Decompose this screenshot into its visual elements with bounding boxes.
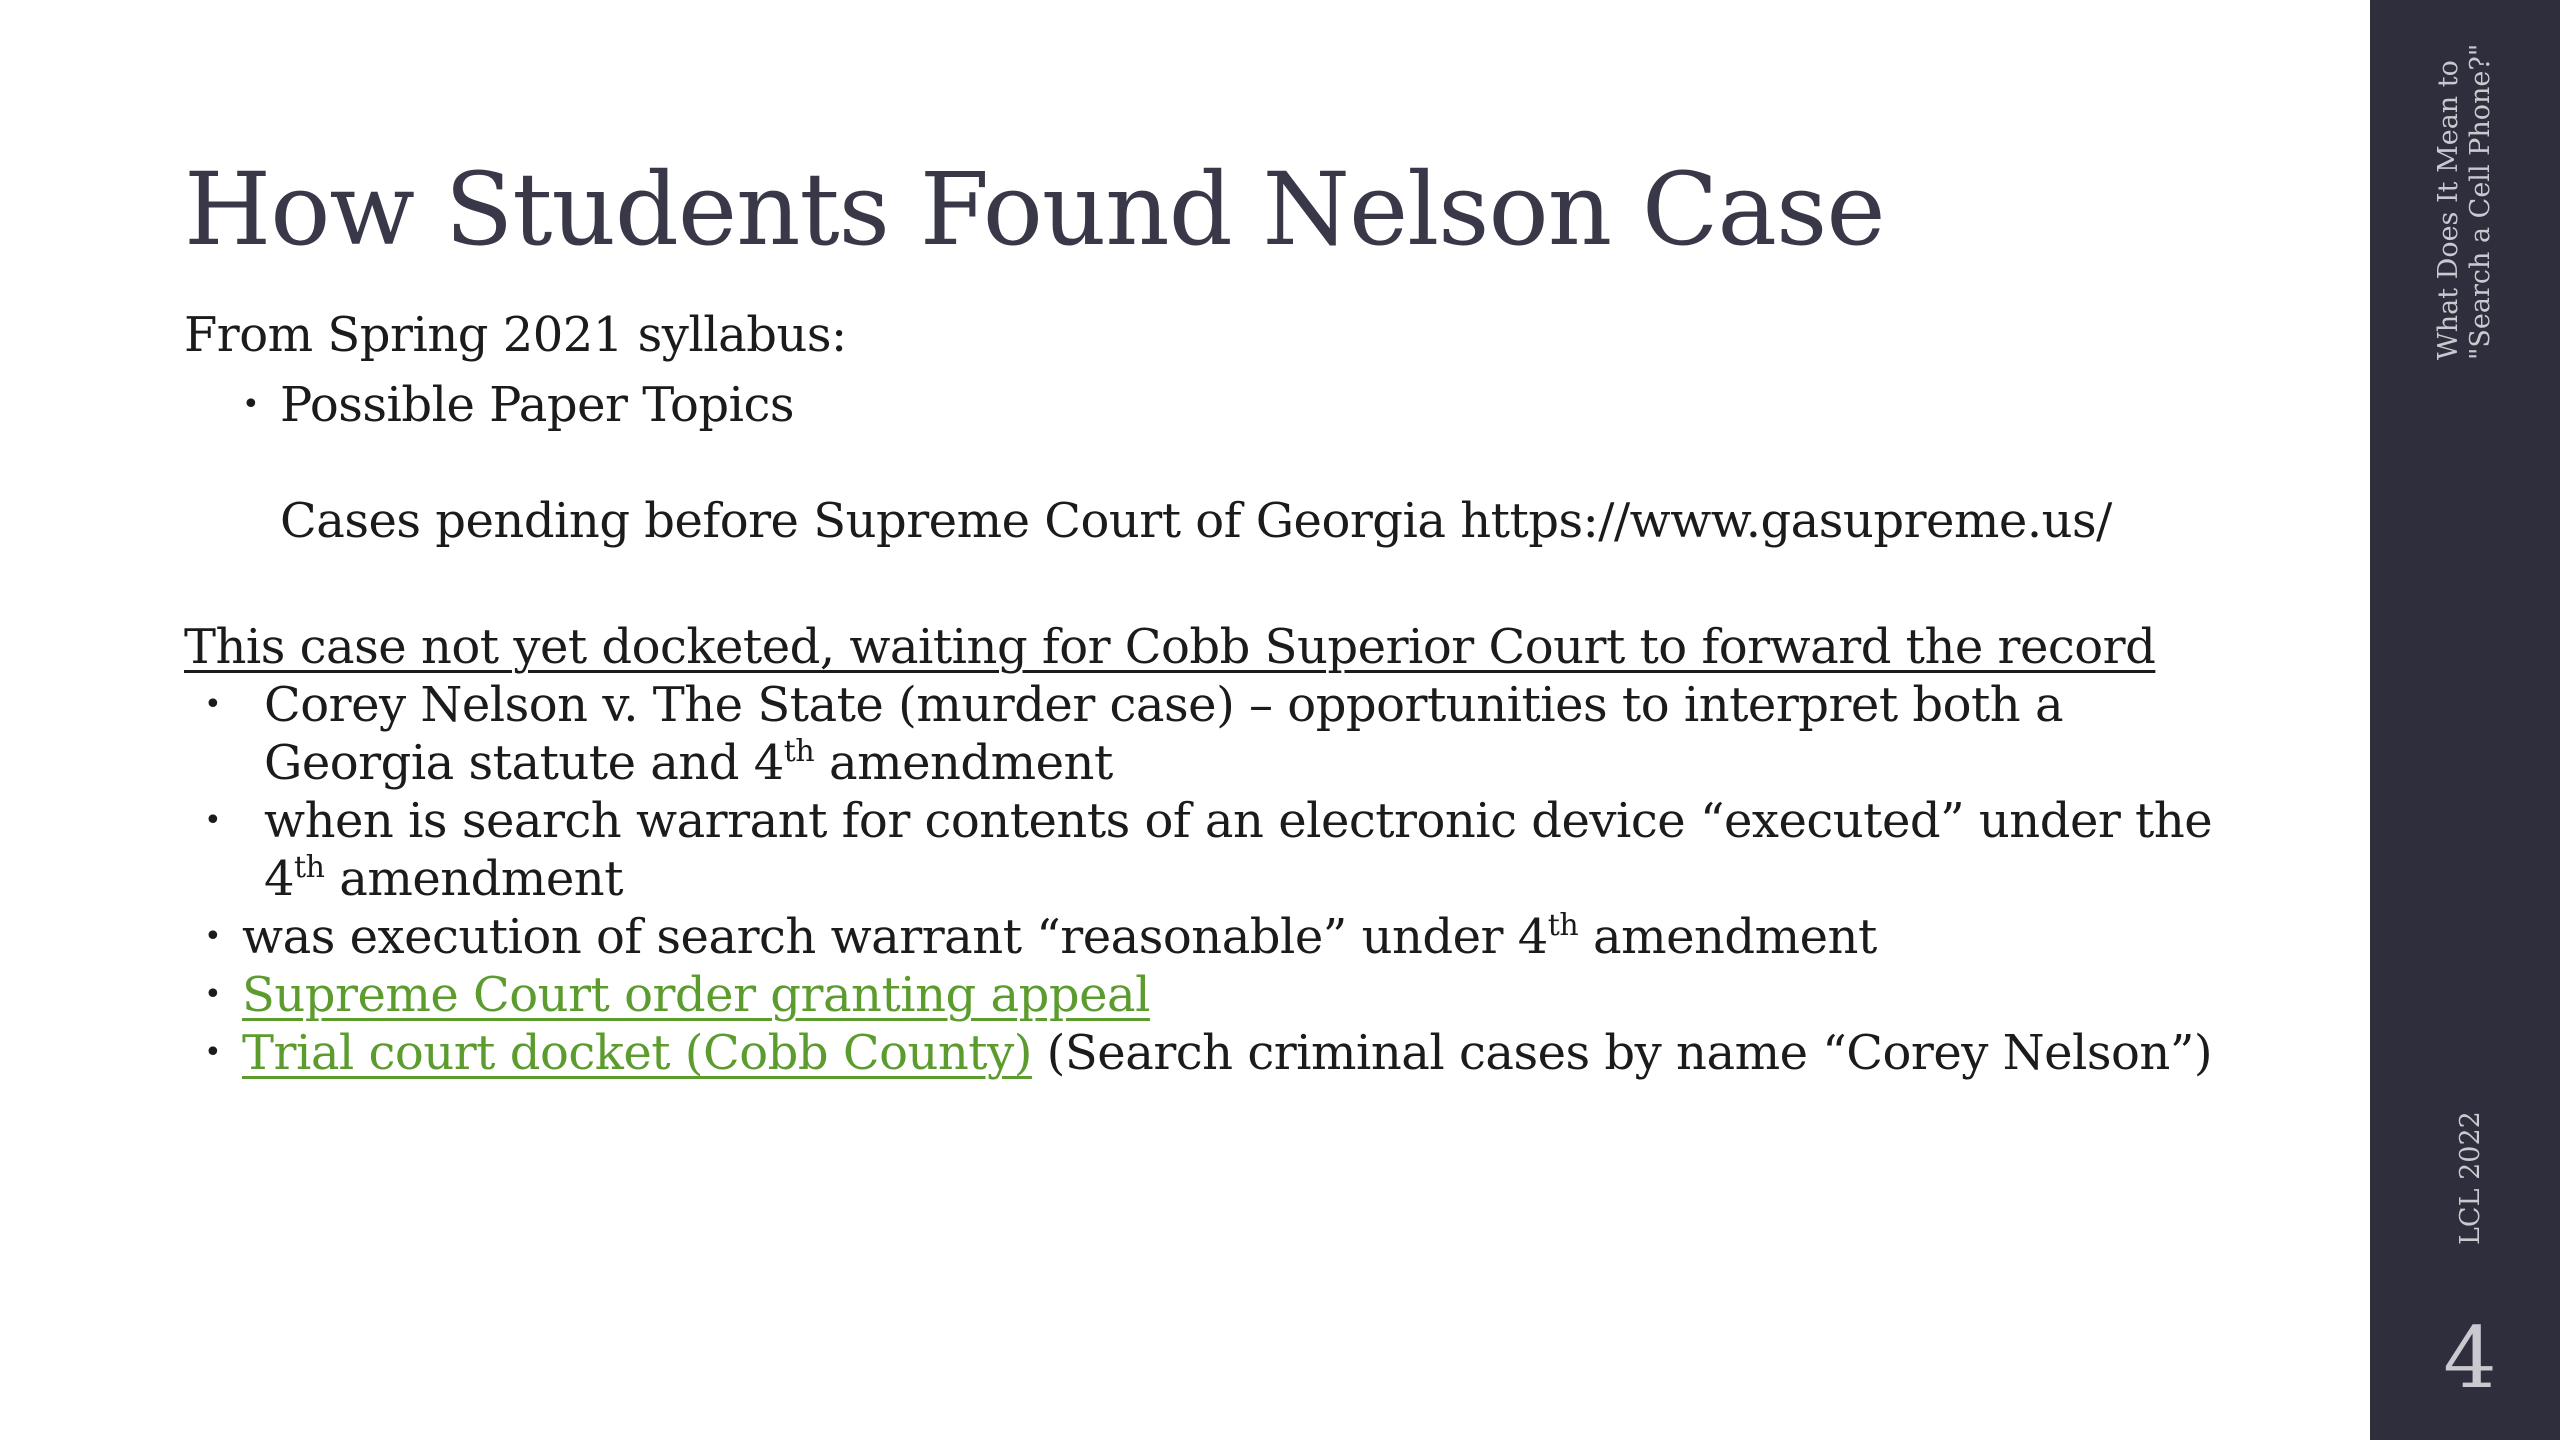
bullet-text: when is search warrant for contents of an electronic device “executed” under the 4 bbox=[264, 793, 2213, 907]
bullet-icon: • bbox=[204, 803, 222, 838]
bullet-text-tail: amendment bbox=[324, 851, 623, 907]
list-item bbox=[184, 792, 2264, 908]
bullet-text-tail: amendment bbox=[1578, 909, 1877, 965]
bullet-icon: • bbox=[204, 687, 222, 722]
list-item bbox=[184, 1024, 2264, 1082]
slide-body bbox=[184, 306, 2264, 1082]
slide-number: 4 bbox=[2443, 1309, 2497, 1407]
trial-court-docket-link[interactable]: Trial court docket (Cobb County) bbox=[242, 1025, 1032, 1081]
ordinal-suffix: th bbox=[294, 850, 325, 885]
paper-topics-label: Possible Paper Topics bbox=[280, 377, 794, 433]
syllabus-intro: From Spring 2021 syllabus: bbox=[184, 307, 847, 363]
ordinal-suffix: th bbox=[1547, 908, 1579, 943]
bullet-text: Corey Nelson v. The State (murder case) – opportunities to interpret both a Georgia statute and 4 bbox=[264, 677, 2064, 791]
bullet-text: was execution of search warrant “reasonable” under 4 bbox=[242, 909, 1548, 965]
docket-note: This case not yet docketed, waiting for Cobb Superior Court to forward the record bbox=[184, 619, 2156, 675]
bullet-icon: • bbox=[242, 387, 260, 422]
footer-date: LCL 2022 bbox=[2455, 1111, 2486, 1245]
supreme-court-order-link[interactable]: Supreme Court order granting appeal bbox=[242, 967, 1150, 1023]
list-item bbox=[184, 676, 2264, 792]
bullet-icon: • bbox=[204, 919, 222, 954]
bullet-text-tail: (Search criminal cases by name “Corey Nelson”) bbox=[1031, 1025, 2213, 1081]
presentation-title bbox=[2433, 44, 2497, 360]
case-bullet-list bbox=[184, 676, 2264, 1082]
ordinal-suffix: th bbox=[783, 734, 815, 769]
cases-pending-text: Cases pending before Supreme Court of Georgia https://www.gasupreme.us/ bbox=[280, 493, 2112, 549]
bullet-icon: • bbox=[204, 977, 222, 1012]
bullet-text-tail: amendment bbox=[814, 735, 1113, 791]
bullet-icon: • bbox=[204, 1035, 222, 1070]
presentation-title-line-1: What Does It Mean to bbox=[2433, 60, 2464, 360]
presentation-title-line-2: "Search a Cell Phone?" bbox=[2465, 43, 2496, 360]
list-item bbox=[184, 966, 2264, 1024]
list-item bbox=[184, 908, 2264, 966]
slide-title: How Students Found Nelson Case bbox=[184, 151, 1885, 268]
paper-topics-item bbox=[242, 376, 2264, 434]
